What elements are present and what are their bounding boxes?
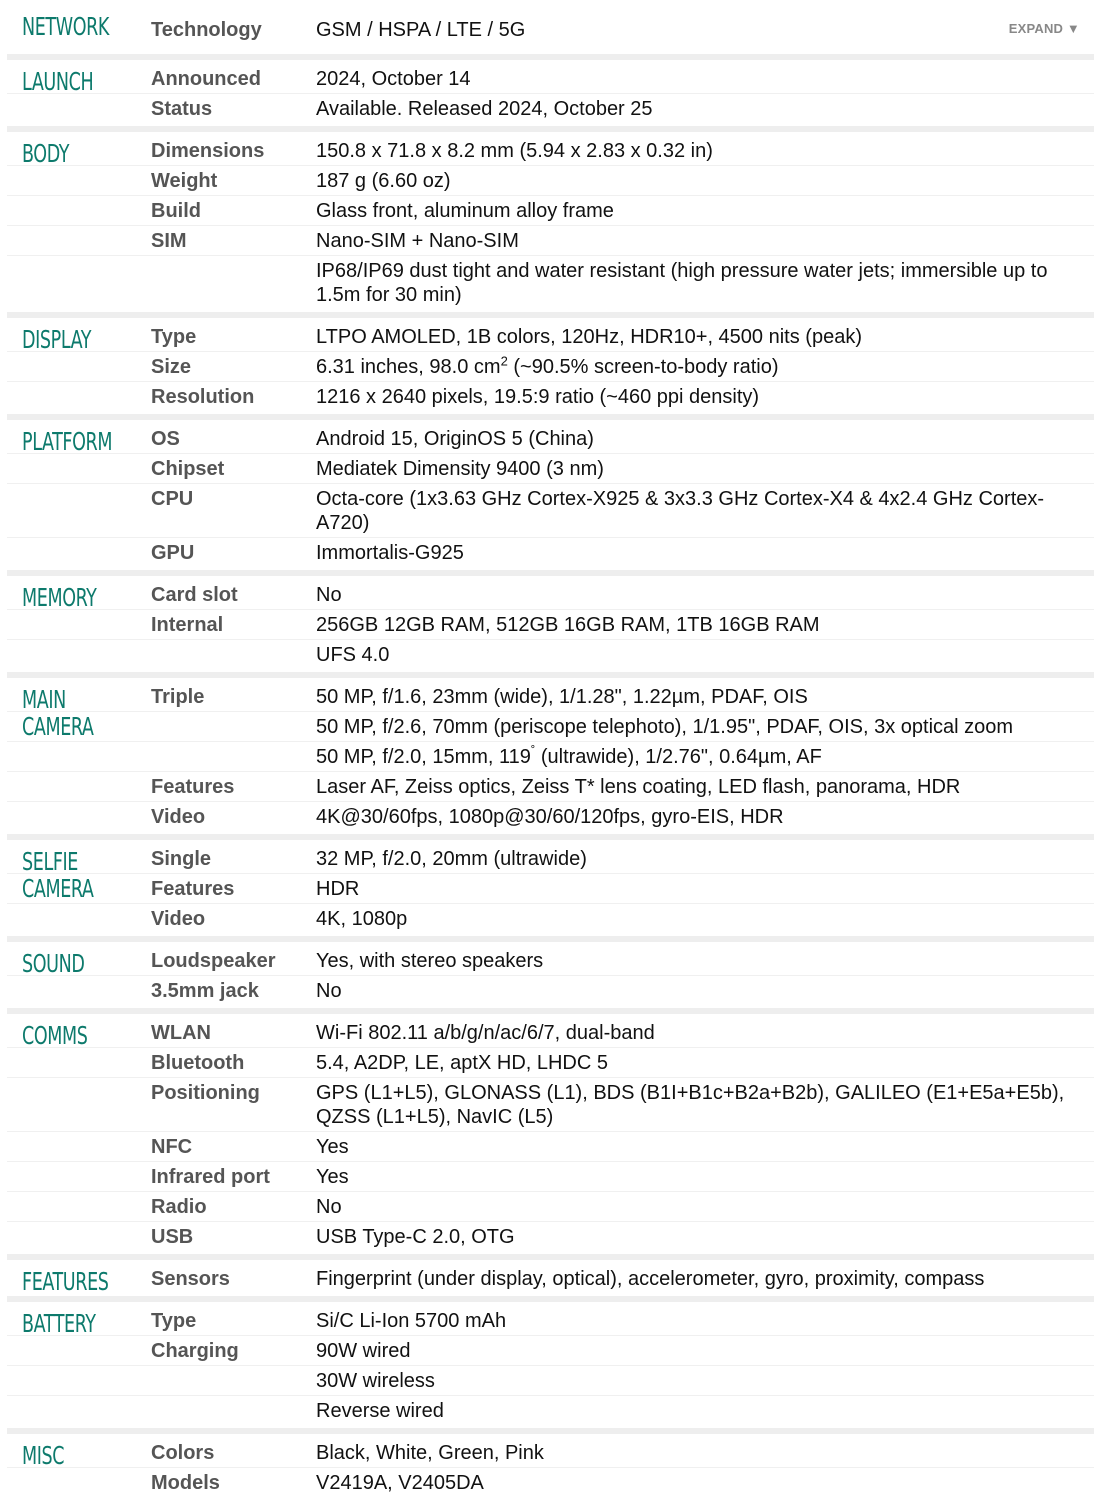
spec-row <box>7 772 1094 802</box>
spec-label <box>151 742 316 771</box>
section-category[interactable]: NETWORK <box>22 12 110 41</box>
spec-row <box>7 1366 1094 1396</box>
spec-label[interactable]: NFC <box>151 1136 193 1158</box>
spec-value: 32 MP, f/2.0, 20mm (ultrawide) <box>316 848 587 870</box>
spec-label[interactable]: OS <box>151 428 180 450</box>
spec-row <box>7 1192 1094 1222</box>
spec-label[interactable]: CPU <box>151 488 194 510</box>
spec-sheet <box>7 5 1094 1500</box>
spec-row <box>7 352 1094 382</box>
spec-row <box>7 226 1094 256</box>
spec-label <box>151 640 316 669</box>
spec-label[interactable]: Radio <box>151 1196 207 1218</box>
spec-label[interactable]: Infrared port <box>151 1166 270 1188</box>
spec-value: 50 MP, f/2.6, 70mm (periscope telephoto), 1/1.95", PDAF, OIS, 3x optical zoom <box>316 716 1014 738</box>
spec-section-platform <box>7 420 1094 576</box>
spec-label[interactable]: WLAN <box>151 1022 211 1044</box>
spec-label[interactable]: Announced <box>151 68 261 90</box>
spec-label[interactable]: Weight <box>151 170 218 192</box>
spec-label[interactable]: Charging <box>151 1340 239 1362</box>
spec-row <box>7 136 1094 166</box>
spec-value: Yes, with stereo speakers <box>316 950 544 972</box>
spec-row <box>7 424 1094 454</box>
spec-section-main-camera <box>7 678 1094 840</box>
spec-row <box>7 580 1094 610</box>
spec-value: GPS (L1+L5), GLONASS (L1), BDS (B1I+B1c+B2a+B2b), GALILEO (E1+E5a+E5b), QZSS (L1+L5), NavIC (L5) <box>316 1082 1065 1128</box>
spec-value: Available. Released 2024, October 25 <box>316 98 653 120</box>
spec-value: 2024, October 14 <box>316 68 471 90</box>
spec-label[interactable]: Build <box>151 200 201 222</box>
spec-value: 187 g (6.60 oz) <box>316 170 451 192</box>
spec-row <box>7 9 1094 51</box>
spec-value: IP68/IP69 dust tight and water resistant (high pressure water jets; immersible up to 1.5m for 30 min) <box>316 260 1048 306</box>
spec-value: Yes <box>316 1166 349 1188</box>
spec-section-sound <box>7 942 1094 1014</box>
spec-value: Android 15, OriginOS 5 (China) <box>316 428 594 450</box>
spec-value: Fingerprint (under display, optical), accelerometer, gyro, proximity, compass <box>316 1268 985 1290</box>
spec-label[interactable]: Single <box>151 848 212 870</box>
spec-label <box>151 1366 316 1395</box>
section-category[interactable]: MAIN CAMERA <box>22 685 94 741</box>
spec-section-misc <box>7 1434 1094 1500</box>
spec-label[interactable]: Technology <box>151 19 262 41</box>
spec-row <box>7 196 1094 226</box>
spec-section-memory <box>7 576 1094 678</box>
spec-value: Black, White, Green, Pink <box>316 1442 544 1464</box>
spec-value: Octa-core (1x3.63 GHz Cortex-X925 & 3x3.3 GHz Cortex-X4 & 4x2.4 GHz Cortex-A720) <box>316 488 1045 534</box>
spec-row <box>7 538 1094 567</box>
spec-value: 256GB 12GB RAM, 512GB 16GB RAM, 1TB 16GB RAM <box>316 614 820 636</box>
spec-row <box>7 610 1094 640</box>
spec-label[interactable]: Features <box>151 776 235 798</box>
spec-value: Glass front, aluminum alloy frame <box>316 200 614 222</box>
spec-value: No <box>316 584 342 606</box>
spec-row <box>7 682 1094 712</box>
spec-row <box>7 742 1094 772</box>
section-category[interactable]: COMMS <box>22 1021 88 1050</box>
spec-label[interactable]: Card slot <box>151 584 238 606</box>
spec-row <box>7 1306 1094 1336</box>
spec-row <box>7 946 1094 976</box>
section-category[interactable]: FEATURES <box>22 1267 109 1296</box>
spec-row <box>7 1438 1094 1468</box>
spec-row <box>7 1396 1094 1425</box>
spec-value: 150.8 x 71.8 x 8.2 mm (5.94 x 2.83 x 0.32 in) <box>316 140 713 162</box>
superscript: 2 <box>500 353 508 369</box>
spec-section-comms <box>7 1014 1094 1260</box>
spec-label[interactable]: Models <box>151 1472 220 1494</box>
section-category[interactable]: PLATFORM <box>22 427 113 456</box>
spec-value: Mediatek Dimensity 9400 (3 nm) <box>316 458 604 480</box>
spec-section-display <box>7 318 1094 420</box>
spec-label[interactable]: Video <box>151 908 206 930</box>
spec-label[interactable]: Internal <box>151 614 224 636</box>
spec-label[interactable]: 3.5mm jack <box>151 980 259 1002</box>
spec-row <box>7 874 1094 904</box>
spec-value: 50 MP, f/1.6, 23mm (wide), 1/1.28", 1.22µm, PDAF, OIS <box>316 686 808 708</box>
spec-row <box>7 454 1094 484</box>
spec-label[interactable]: Loudspeaker <box>151 950 276 972</box>
spec-value: Wi-Fi 802.11 a/b/g/n/ac/6/7, dual-band <box>316 1022 655 1044</box>
spec-value: V2419A, V2405DA <box>316 1472 484 1494</box>
spec-row <box>7 1264 1094 1296</box>
spec-row <box>7 322 1094 352</box>
spec-value: UFS 4.0 <box>316 644 390 666</box>
spec-value: 4K, 1080p <box>316 908 408 930</box>
spec-label[interactable]: SIM <box>151 230 187 252</box>
spec-value: 4K@30/60fps, 1080p@30/60/120fps, gyro-EIS, HDR <box>316 806 784 828</box>
section-category[interactable]: SOUND <box>22 949 85 978</box>
spec-value: 1216 x 2640 pixels, 19.5:9 ratio (~460 ppi density) <box>316 386 760 408</box>
spec-row <box>7 484 1094 538</box>
spec-value: Yes <box>316 1136 349 1158</box>
section-category[interactable]: DISPLAY <box>22 325 92 354</box>
spec-label[interactable]: Colors <box>151 1442 215 1464</box>
spec-value: 5.4, A2DP, LE, aptX HD, LHDC 5 <box>316 1052 609 1074</box>
spec-row <box>7 1132 1094 1162</box>
spec-section-body <box>7 132 1094 318</box>
spec-row <box>7 904 1094 933</box>
spec-row <box>7 1048 1094 1078</box>
spec-label[interactable]: Size <box>151 356 192 378</box>
spec-row <box>7 1078 1094 1132</box>
spec-row <box>7 1336 1094 1366</box>
spec-row <box>7 640 1094 669</box>
spec-value: GSM / HSPA / LTE / 5G <box>316 19 526 41</box>
spec-section-selfie-camera <box>7 840 1094 942</box>
spec-label[interactable]: USB <box>151 1226 194 1248</box>
spec-section-launch <box>7 60 1094 132</box>
section-category[interactable]: SELFIE CAMERA <box>22 847 94 903</box>
spec-value: 30W wireless <box>316 1370 435 1392</box>
spec-value: LTPO AMOLED, 1B colors, 120Hz, HDR10+, 4500 nits (peak) <box>316 326 862 348</box>
spec-label[interactable]: Type <box>151 326 197 348</box>
spec-label[interactable]: Status <box>151 98 213 120</box>
spec-row <box>7 94 1094 123</box>
spec-label <box>151 712 316 741</box>
spec-row <box>7 844 1094 874</box>
spec-value: Nano-SIM + Nano-SIM <box>316 230 519 252</box>
section-category[interactable]: MISC <box>22 1441 65 1470</box>
spec-label[interactable]: Video <box>151 806 206 828</box>
spec-row <box>7 166 1094 196</box>
spec-label[interactable]: Dimensions <box>151 140 265 162</box>
spec-label[interactable]: Type <box>151 1310 197 1332</box>
spec-row <box>7 1468 1094 1497</box>
spec-row <box>7 382 1094 411</box>
spec-label[interactable]: Sensors <box>151 1268 230 1290</box>
spec-row <box>7 976 1094 1005</box>
spec-value: Laser AF, Zeiss optics, Zeiss T* lens coating, LED flash, panorama, HDR <box>316 776 961 798</box>
superscript: ˚ <box>530 743 536 759</box>
spec-label <box>151 256 316 309</box>
spec-row <box>7 1162 1094 1192</box>
spec-value: Reverse wired <box>316 1400 444 1422</box>
section-category[interactable]: BODY <box>22 139 70 168</box>
spec-value: 50 MP, f/2.0, 15mm, 119˚ (ultrawide), 1/2.76", 0.64µm, AF <box>316 743 822 768</box>
spec-section-battery <box>7 1302 1094 1434</box>
spec-value: 6.31 inches, 98.0 $cm^2$ (~90.5% screen-to-body ratio) <box>316 353 779 378</box>
expand-button[interactable]: EXPAND ▼ <box>1008 21 1080 36</box>
spec-value: HDR <box>316 878 360 900</box>
spec-section-features <box>7 1260 1094 1302</box>
spec-label[interactable]: Features <box>151 878 235 900</box>
spec-label[interactable]: Resolution <box>151 386 255 408</box>
spec-row <box>7 1018 1094 1048</box>
spec-value: USB Type-C 2.0, OTG <box>316 1226 515 1248</box>
spec-label[interactable]: Triple <box>151 686 205 708</box>
section-category[interactable]: BATTERY <box>22 1309 96 1338</box>
spec-value: Immortalis-G925 <box>316 542 464 564</box>
spec-label[interactable]: GPU <box>151 542 195 564</box>
spec-label[interactable]: Positioning <box>151 1082 260 1104</box>
spec-label[interactable]: Bluetooth <box>151 1052 245 1074</box>
spec-row <box>7 256 1094 309</box>
spec-row <box>7 64 1094 94</box>
spec-label <box>151 1396 316 1425</box>
section-category[interactable]: MEMORY <box>22 583 97 612</box>
spec-section-network <box>7 5 1094 60</box>
spec-row <box>7 712 1094 742</box>
spec-value: No <box>316 980 342 1002</box>
spec-row <box>7 1222 1094 1251</box>
section-category[interactable]: LAUNCH <box>22 67 94 96</box>
spec-value: Si/C Li-Ion 5700 mAh <box>316 1310 507 1332</box>
spec-value: No <box>316 1196 342 1218</box>
spec-label[interactable]: Chipset <box>151 458 225 480</box>
spec-value: 90W wired <box>316 1340 411 1362</box>
spec-row <box>7 802 1094 831</box>
